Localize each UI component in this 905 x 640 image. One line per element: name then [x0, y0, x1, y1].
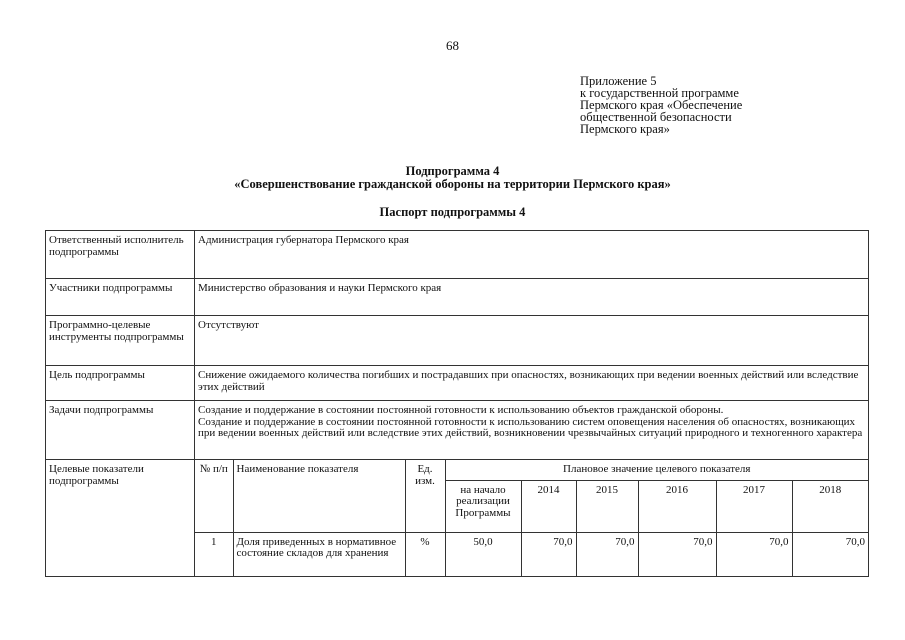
cell-num: 1 [195, 532, 233, 576]
row-label: Ответственный исполнитель подпрограммы [46, 231, 195, 279]
row-value: Министерство образования и науки Пермского края [195, 279, 869, 316]
passport-title: Паспорт подпрограммы 4 [379, 205, 526, 219]
cell-value: 70,0 [792, 532, 868, 576]
cell-start: 50,0 [445, 532, 521, 576]
appendix-line: общественной безопасности [580, 110, 732, 124]
row-value: Отсутствуют [195, 316, 869, 366]
subprogram-title-line1: Подпрограмма 4 [405, 164, 500, 178]
passport-table [45, 230, 869, 577]
table-row [46, 401, 869, 460]
header-year: 2017 [716, 480, 792, 532]
cell-unit: % [405, 532, 445, 576]
row-value: Снижение ожидаемого количества погибших и пострадавших при опасностях, возникающих при ведении военных действий или вследствие этих действий [195, 366, 869, 401]
table-row [46, 460, 869, 577]
cell-value: 70,0 [576, 532, 638, 576]
cell-name: Доля приведенных в нормативное состояние складов для хранения [233, 532, 405, 576]
appendix-line: Пермского края» [580, 122, 670, 136]
subprogram-title-line2: «Совершенствование гражданской обороны на территории Пермского края» [234, 177, 671, 191]
row-label: Участники подпрограммы [46, 279, 195, 316]
header-name: Наименование показателя [233, 460, 405, 532]
header-start: на начало реализации Программы [445, 480, 521, 532]
subprogram-title [0, 165, 905, 191]
header-unit: Ед. изм. [405, 460, 445, 532]
table-row [195, 532, 868, 576]
header-row [195, 460, 868, 480]
appendix-line: к государственной программе [580, 86, 739, 100]
table-row [46, 231, 869, 279]
header-year: 2015 [576, 480, 638, 532]
cell-value: 70,0 [521, 532, 576, 576]
cell-value: 70,0 [716, 532, 792, 576]
row-label: Задачи подпрограммы [46, 401, 195, 460]
row-label: Программно-целевые инструменты подпрограммы [46, 316, 195, 366]
row-label: Целевые показатели подпрограммы [46, 460, 195, 577]
cell-value: 70,0 [638, 532, 716, 576]
header-year: 2016 [638, 480, 716, 532]
table-row [46, 279, 869, 316]
page-number: 68 [446, 38, 459, 53]
row-value [195, 401, 869, 460]
header-year: 2018 [792, 480, 868, 532]
row-value: Администрация губернатора Пермского края [195, 231, 869, 279]
appendix-line: Приложение 5 [580, 74, 657, 88]
header-year: 2014 [521, 480, 576, 532]
appendix-line: Пермского края «Обеспечение [580, 98, 743, 112]
header-planned: Плановое значение целевого показателя [445, 460, 868, 480]
table-row [46, 366, 869, 401]
row-label: Цель подпрограммы [46, 366, 195, 401]
header-num: № п/п [195, 460, 233, 532]
table-row [46, 316, 869, 366]
task-line: Создание и поддержание в состоянии постоянной готовности к использованию систем оповещения населения об опасностях, возникающих при ведении военных действий или вследствие этих действий, возникновении чрезвычайных ситуаций природного и техногенного характера [198, 415, 863, 439]
indicators-table [195, 460, 868, 576]
appendix-note [580, 75, 742, 135]
task-line: Создание и поддержание в состоянии постоянной готовности к использованию объектов гражданской обороны. [198, 404, 724, 416]
